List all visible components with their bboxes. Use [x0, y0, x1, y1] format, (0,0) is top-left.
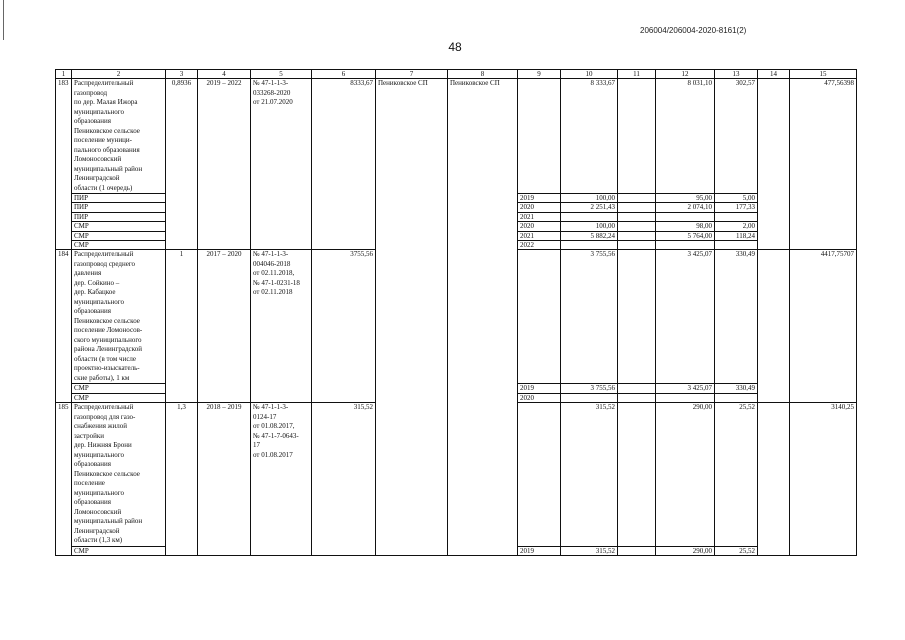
- stage-total: 3 755,56: [561, 384, 618, 393]
- year-cell: [518, 403, 561, 547]
- stage-local: 118,24: [715, 231, 758, 240]
- column-header: 11: [618, 70, 656, 79]
- stage-regional: 290,00: [656, 546, 715, 555]
- row-number: 183: [56, 79, 72, 250]
- stage-federal: [618, 194, 656, 203]
- stage-name: СМР: [72, 231, 166, 240]
- stage-federal: [618, 212, 656, 221]
- stage-local: 177,33: [715, 203, 758, 212]
- length-cell: 1: [166, 250, 198, 403]
- object-row: [56, 79, 857, 194]
- document-id: 206004/206004-2020-8161(2): [640, 26, 747, 35]
- stage-name: СМР: [72, 241, 166, 250]
- stage-regional: [656, 241, 715, 250]
- stage-local: 25,52: [715, 546, 758, 555]
- stage-year: 2021: [518, 231, 561, 240]
- cost-cell: 315,52: [312, 403, 376, 556]
- cost-cell: 8333,67: [312, 79, 376, 250]
- column-header: 14: [758, 70, 790, 79]
- other-amount-cell: [758, 403, 790, 556]
- column-header: 4: [198, 70, 251, 79]
- year-cell: [518, 250, 561, 384]
- total-amount-cell: 315,52: [561, 403, 618, 547]
- stage-year: 2019: [518, 546, 561, 555]
- stage-year: 2021: [518, 212, 561, 221]
- column-header: 10: [561, 70, 618, 79]
- stage-local: 2,00: [715, 222, 758, 231]
- stage-total: 100,00: [561, 222, 618, 231]
- column-header: 2: [72, 70, 166, 79]
- cost-cell: 3755,56: [312, 250, 376, 403]
- indicator-cell: 477,56398: [790, 79, 857, 250]
- stage-regional: 3 425,07: [656, 384, 715, 393]
- stage-name: ПИР: [72, 194, 166, 203]
- stage-federal: [618, 231, 656, 240]
- length-cell: 0,8936: [166, 79, 198, 250]
- page-number: 48: [448, 40, 462, 54]
- column-header: 15: [790, 70, 857, 79]
- column-header: 9: [518, 70, 561, 79]
- left-margin-line: [3, 0, 4, 40]
- federal-amount-cell: [618, 79, 656, 194]
- period-cell: 2017 – 2020: [198, 250, 251, 403]
- object-name: Распределительный газопровод среднего давления дер. Сойкино – дер. Кабацкое муниципального образования Пениковское сельское поселение Ломоносов- ского муниципального района Ленинградской области (в том числе проектно-изыскатель- ские работы), 1 км: [72, 250, 166, 384]
- register-table: [55, 69, 857, 556]
- stage-federal: [618, 241, 656, 250]
- local-amount-cell: 330,49: [715, 250, 758, 384]
- regional-amount-cell: 8 031,10: [656, 79, 715, 194]
- stage-federal: [618, 203, 656, 212]
- executor-cell: Пениковское СП: [448, 79, 518, 556]
- stage-year: 2020: [518, 222, 561, 231]
- stage-name: ПИР: [72, 212, 166, 221]
- length-cell: 1,3: [166, 403, 198, 556]
- column-header: 1: [56, 70, 72, 79]
- column-header: 12: [656, 70, 715, 79]
- regional-amount-cell: 3 425,07: [656, 250, 715, 384]
- stage-year: 2019: [518, 384, 561, 393]
- stage-year: 2022: [518, 241, 561, 250]
- stage-regional: 2 074,10: [656, 203, 715, 212]
- column-number-row: [56, 70, 857, 79]
- stage-year: 2020: [518, 203, 561, 212]
- period-cell: 2018 – 2019: [198, 403, 251, 556]
- indicator-cell: 4417,75707: [790, 250, 857, 403]
- stage-federal: [618, 222, 656, 231]
- object-name: Распределительный газопровод по дер. Малая Ижора муниципального образования Пениковское сельское поселение муници- пального образования Ломоносовский муниципальный район Ленинградской области (1 очередь): [72, 79, 166, 194]
- stage-federal: [618, 546, 656, 555]
- stage-name: СМР: [72, 222, 166, 231]
- stage-total: [561, 393, 618, 402]
- object-name: Распределительный газопровод для газо- снабжения жилой застройки дер. Нижняя Брони муниципального образования Пениковское сельское поселение муниципального образования Ломоносовский муниципальный район Ленинградской области (1,3 км): [72, 403, 166, 547]
- expertise-cell: № 47-1-1-3- 033268-2020 от 21.07.2020: [251, 79, 312, 250]
- column-header: 3: [166, 70, 198, 79]
- local-amount-cell: 302,57: [715, 79, 758, 194]
- column-header: 6: [312, 70, 376, 79]
- stage-total: [561, 212, 618, 221]
- period-cell: 2019 – 2022: [198, 79, 251, 250]
- stage-total: 5 882,24: [561, 231, 618, 240]
- stage-total: 315,52: [561, 546, 618, 555]
- stage-local: [715, 241, 758, 250]
- column-header: 7: [376, 70, 448, 79]
- row-number: 185: [56, 403, 72, 556]
- stage-regional: 95,00: [656, 194, 715, 203]
- stage-regional: [656, 212, 715, 221]
- stage-local: [715, 212, 758, 221]
- indicator-cell: 3140,25: [790, 403, 857, 556]
- stage-local: [715, 393, 758, 402]
- stage-total: 2 251,43: [561, 203, 618, 212]
- stage-regional: 5 764,00: [656, 231, 715, 240]
- federal-amount-cell: [618, 250, 656, 384]
- customer-cell: Пениковское СП: [376, 79, 448, 556]
- stage-regional: [656, 393, 715, 402]
- stage-name: СМР: [72, 546, 166, 555]
- stage-federal: [618, 384, 656, 393]
- stage-local: 5,00: [715, 194, 758, 203]
- regional-amount-cell: 290,00: [656, 403, 715, 547]
- other-amount-cell: [758, 79, 790, 250]
- total-amount-cell: 8 333,67: [561, 79, 618, 194]
- year-cell: [518, 79, 561, 194]
- other-amount-cell: [758, 250, 790, 403]
- stage-year: 2019: [518, 194, 561, 203]
- stage-total: 100,00: [561, 194, 618, 203]
- stage-local: 330,49: [715, 384, 758, 393]
- stage-federal: [618, 393, 656, 402]
- expertise-cell: № 47-1-1-3- 004046-2018 от 02.11.2018, № 47-1-0231-18 от 02.11.2018: [251, 250, 312, 403]
- local-amount-cell: 25,52: [715, 403, 758, 547]
- stage-name: СМР: [72, 384, 166, 393]
- stage-total: [561, 241, 618, 250]
- column-header: 8: [448, 70, 518, 79]
- stage-year: 2020: [518, 393, 561, 402]
- column-header: 13: [715, 70, 758, 79]
- total-amount-cell: 3 755,56: [561, 250, 618, 384]
- expertise-cell: № 47-1-1-3- 0124-17 от 01.08.2017, № 47-1-7-0643- 17 от 01.08.2017: [251, 403, 312, 556]
- stage-regional: 98,00: [656, 222, 715, 231]
- row-number: 184: [56, 250, 72, 403]
- federal-amount-cell: [618, 403, 656, 547]
- column-header: 5: [251, 70, 312, 79]
- stage-name: СМР: [72, 393, 166, 402]
- stage-name: ПИР: [72, 203, 166, 212]
